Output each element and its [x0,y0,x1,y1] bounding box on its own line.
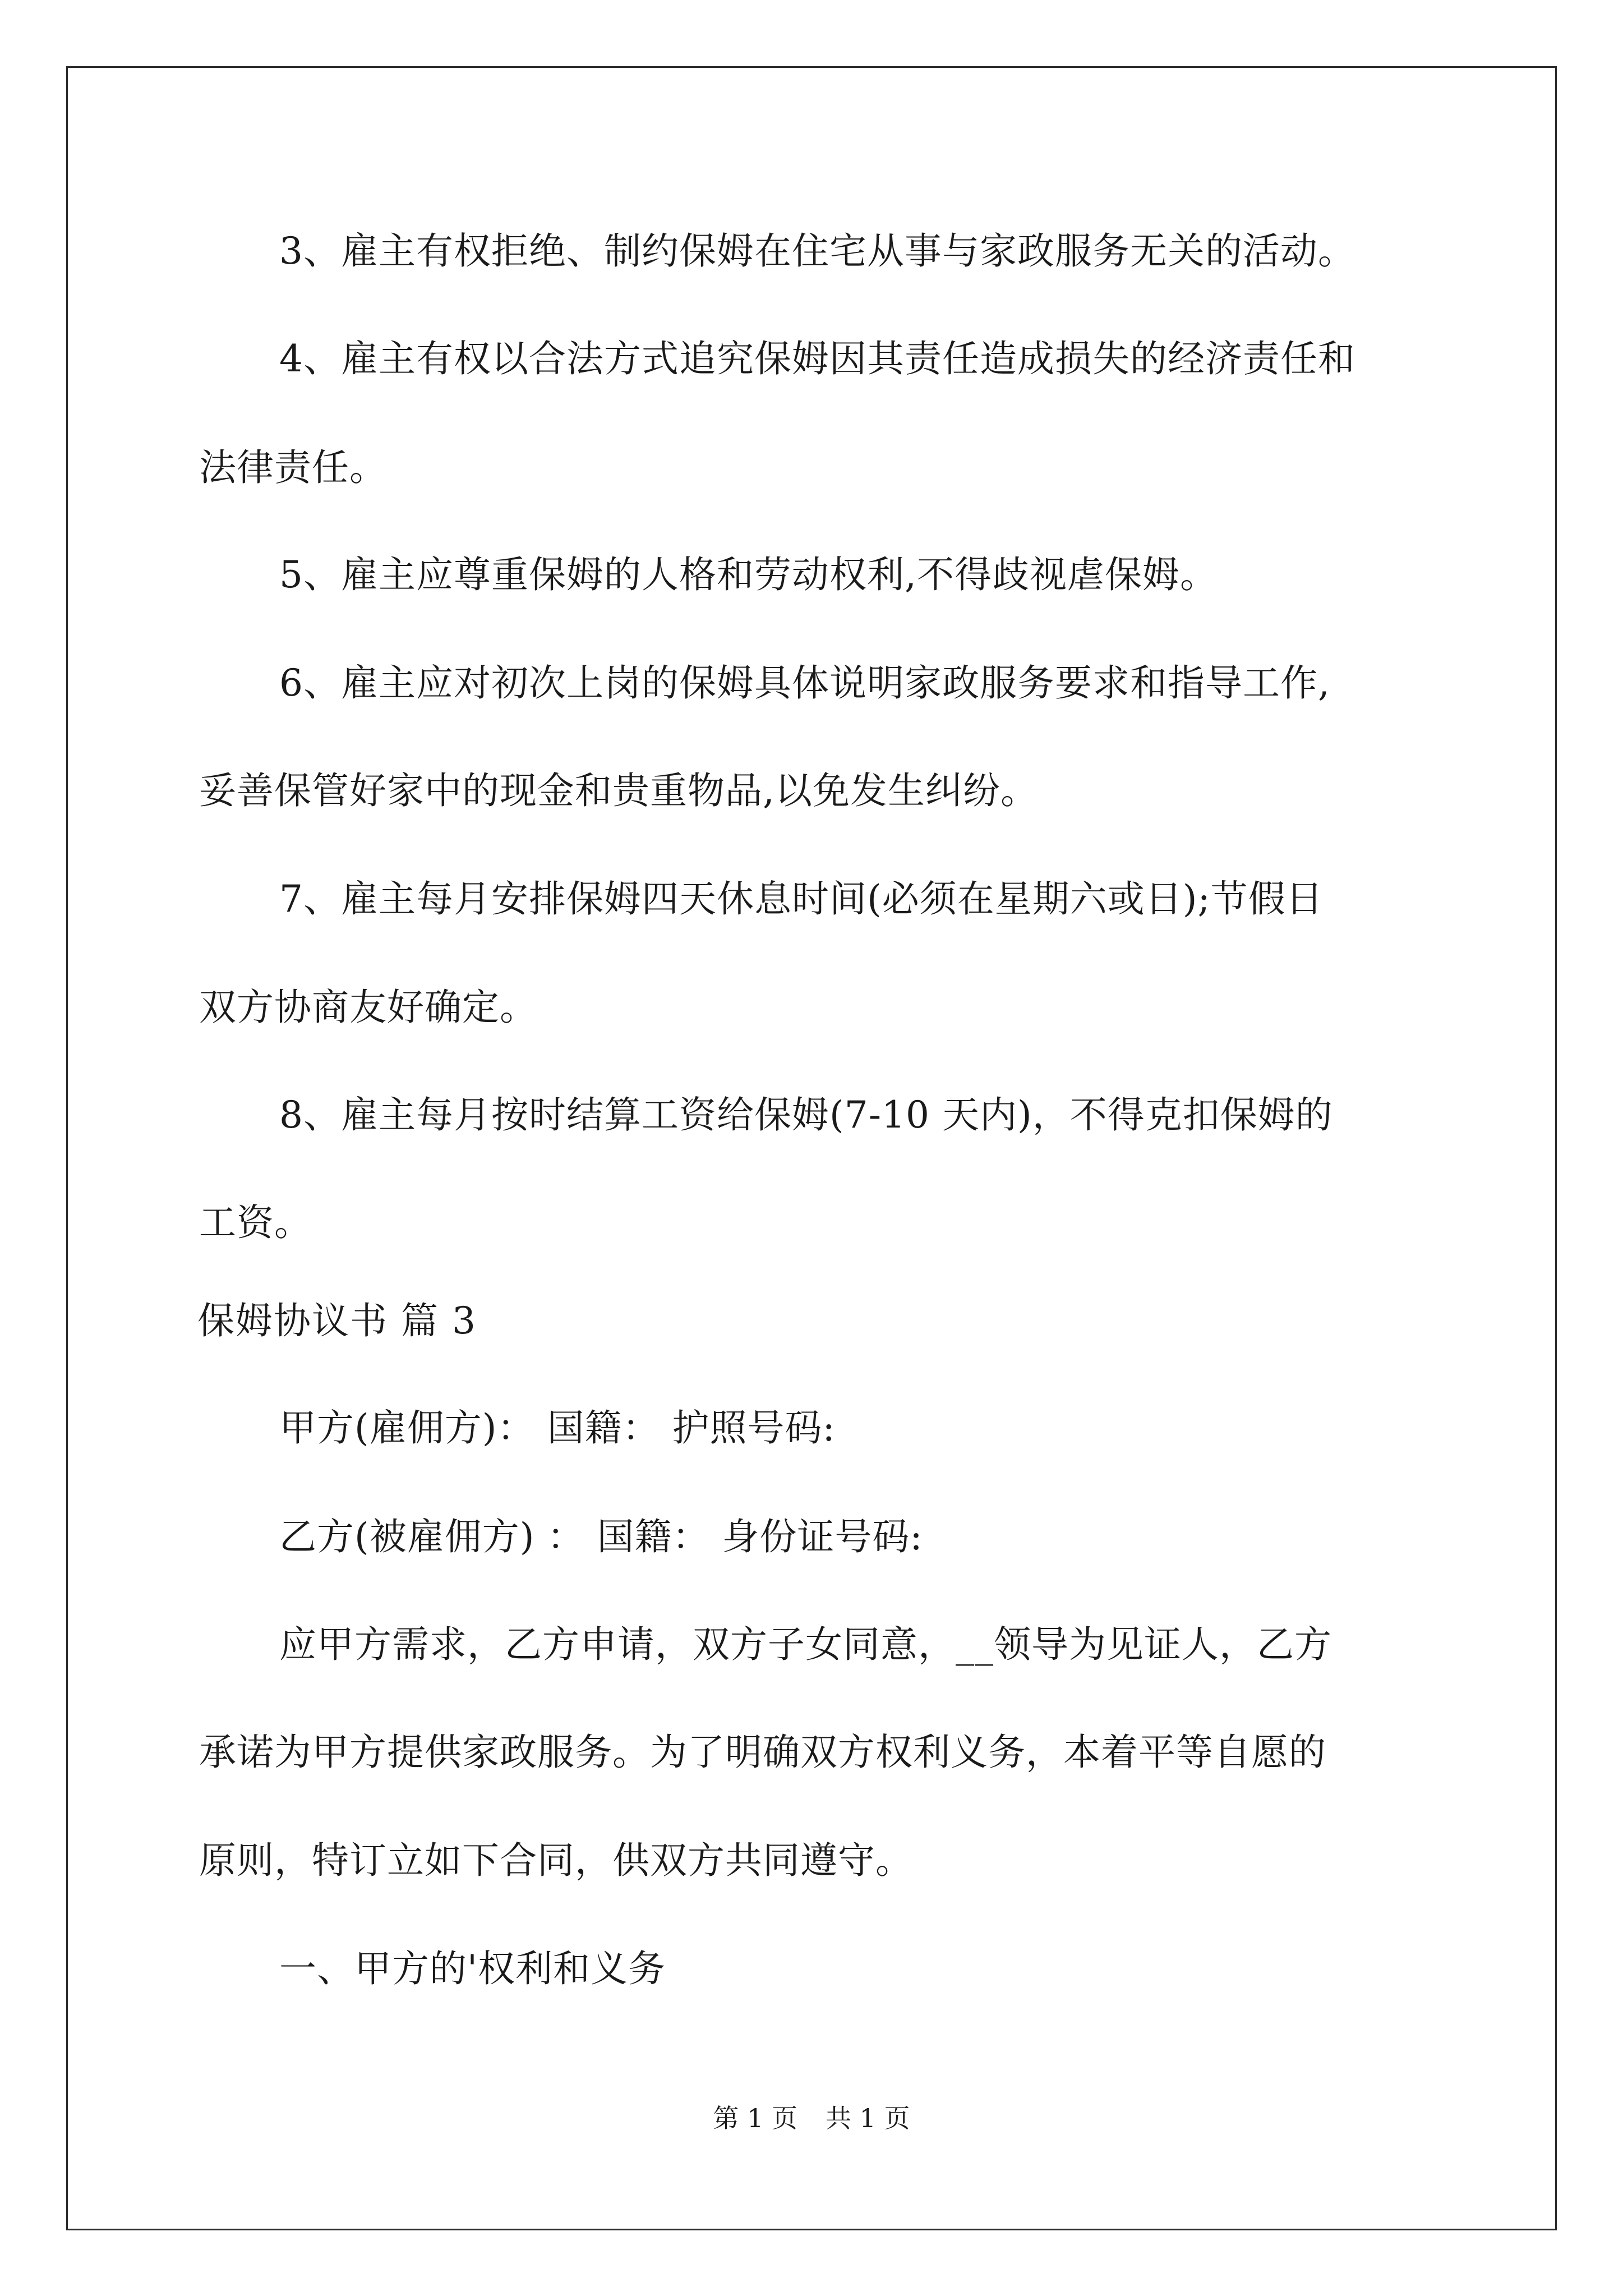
clause-7-line-2: 双方协商友好确定。 [199,986,537,1029]
clause-4-line-1: 4、雇主有权以合法方式追究保姆因其责任造成损失的经济责任和 [279,337,1355,380]
clause-8-line-2: 工资。 [199,1201,312,1244]
clause-7-line-1: 7、雇主每月安排保姆四天休息时间(必须在星期六或日);节假日 [279,877,1324,921]
party-b-line: 乙方(被雇佣方) ： 国籍： 身份证号码: [279,1515,923,1558]
section-heading: 保姆协议书 篇 3 [197,1299,477,1342]
clause-3-line: 3、雇主有权拒绝、制约保姆在住宅从事与家政服务无关的活动。 [279,229,1355,273]
party-a-line: 甲方(雇佣方)： 国籍： 护照号码: [279,1406,836,1450]
clause-6-line-1: 6、雇主应对初次上岗的保姆具体说明家政服务要求和指导工作, [279,661,1330,705]
page-border [66,66,1557,2230]
preamble-line-1: 应甲方需求，乙方申请，双方子女同意，__领导为见证人，乙方 [279,1623,1332,1666]
clause-5-line: 5、雇主应尊重保姆的人格和劳动权利,不得歧视虐保姆。 [279,553,1218,596]
page-number: 第 1 页 [713,2103,797,2133]
page-footer [0,2102,1623,2134]
preamble-line-2: 承诺为甲方提供家政服务。为了明确双方权利义务，本着平等自愿的 [199,1731,1326,1774]
preamble-line-3: 原则，特订立如下合同，供双方共同遵守。 [199,1839,913,1882]
clause-8-line-1: 8、雇主每月按时结算工资给保姆(7-10 天内)，不得克扣保姆的 [279,1093,1333,1137]
page-total: 共 1 页 [826,2103,910,2133]
clause-4-line-2: 法律责任。 [199,446,387,489]
clause-6-line-2: 妥善保管好家中的现金和贵重物品,以免发生纠纷。 [199,769,1038,812]
article-1-heading: 一、甲方的'权利和义务 [279,1947,666,1990]
